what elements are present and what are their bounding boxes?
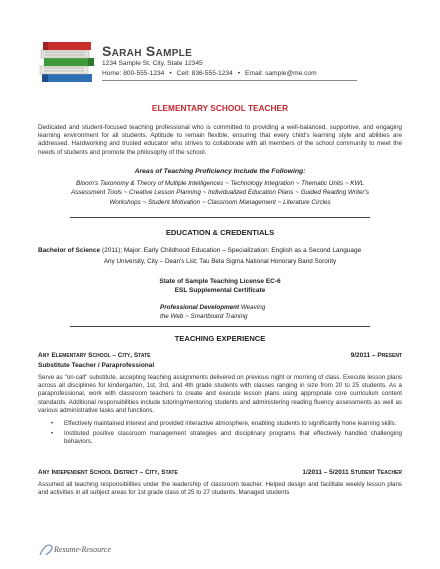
areas-heading: Areas of Teaching Proficiency Include the Following:: [134, 168, 306, 175]
license-item: ESL Supplemental Certificate: [174, 287, 266, 294]
job-employer-line: [38, 352, 402, 359]
bullet-item: • Effectively maintained interest and provided interactive atmosphere, enabling students to significantly hone learning skills.: [51, 420, 397, 427]
bullet-item: • Instituted positive classroom management strategies and disciplinary programs that effectively handled challenging behaviors.: [51, 430, 402, 446]
experience-heading: TEACHING EXPERIENCE: [174, 334, 266, 343]
licenses: [0, 277, 440, 295]
school-honors: Any University, City – Dean's List; Tau Beta Sigma National Honorary Band Sorority: [103, 258, 337, 265]
prof-dev-item: the Web ~ Smartboard Training: [160, 313, 248, 321]
home-phone: Home: 800-555-1234: [102, 70, 165, 77]
employer: Any Independent School District – City, State: [38, 469, 178, 476]
areas-line: Workshops ~ Student Motivation ~ Classroom Management ~ Literature Circles: [109, 198, 331, 206]
degree-name: Bachelor of Science: [38, 247, 101, 254]
degree: [38, 247, 361, 254]
areas-line: Bloom's Taxonomy & Theory of Multiple Intelligences ~ Technology Integration ~ Thematic Units ~ KWL: [76, 180, 364, 187]
footer-logo-text: Resume-Resource: [54, 545, 112, 554]
email: Email: sample@me.com: [245, 70, 317, 77]
degree-details: (2011); Major: Early Childhood Education – Specialization: English as a Second Language: [100, 247, 362, 254]
cell-phone: Cell: 836-555-1234: [176, 70, 233, 77]
prof-dev-item: Weaving: [239, 304, 266, 311]
prof-dev-label: Professional Development: [160, 304, 240, 311]
address: 1234 Sample St. City, State 12345: [102, 60, 203, 67]
job-description: Assumed all teaching responsibilities under the leadership of classroom teacher. Helped design and facilitate weekly lesson plans and activities in all subject areas for 1st grade class of 25 to 27 students. Managed students: [38, 481, 402, 497]
job-dates: 1/2011 – 5/2011 Student Teacher: [302, 469, 402, 476]
license-item: State of Sample Teaching License EC-6: [159, 278, 281, 285]
job-dates: 9/2011 – Present: [350, 352, 402, 359]
books-logo-icon: [38, 42, 98, 84]
job-bullets: [51, 420, 402, 449]
summary-paragraph: Dedicated and student-focused teaching professional who is committed to providing a well-balanced, supportive, and engaging learning environment for all students. Aptitude to remain flexible, ensuring that every child's learning style and abilities are addressed. Hardworking and trusted educator who strives to collaborate with all members of the school community to meet the needs of students and promote the philosophy of the school.: [38, 124, 402, 156]
candidate-name: Sarah Sample: [102, 43, 193, 59]
job-position: Substitute Teacher / Paraprofessional: [38, 362, 155, 369]
job-title: ELEMENTARY SCHOOL TEACHER: [151, 103, 289, 113]
job-description: Serve as "on-call" substitute, accepting teaching assignments delivered on previous night or morning of class. Execute lesson plans across all disciplines for kindergarten, 1st, 3rd, and 4th grade students with classes ranging in size from 20 to 25 students. As a paraprofessional, work with classroom teachers to create and execute lesson plans using appropriate core curriculum content standards. Additional responsibilities include tutoring/mentoring students and administering reading fluency assessments as well as various administrative tasks and functions.: [38, 374, 402, 414]
professional-development: [160, 303, 265, 322]
job-employer-line: [38, 469, 402, 476]
section-divider: [70, 326, 370, 327]
section-divider: [70, 217, 370, 218]
areas-line: Assessment Tools ~ Creative Lesson Planning ~ Individualized Education Plans ~ Guided Reading Writer's: [71, 189, 369, 197]
contact-line: Home: 800-555-1234 • Cell: 836-555-1234 • Email: sample@me.com: [102, 70, 317, 77]
education-heading: EDUCATION & CREDENTIALS: [165, 228, 275, 237]
employer: Any Elementary School – City, State: [38, 352, 151, 359]
areas-list: [70, 179, 370, 207]
header-rule: [102, 80, 357, 81]
